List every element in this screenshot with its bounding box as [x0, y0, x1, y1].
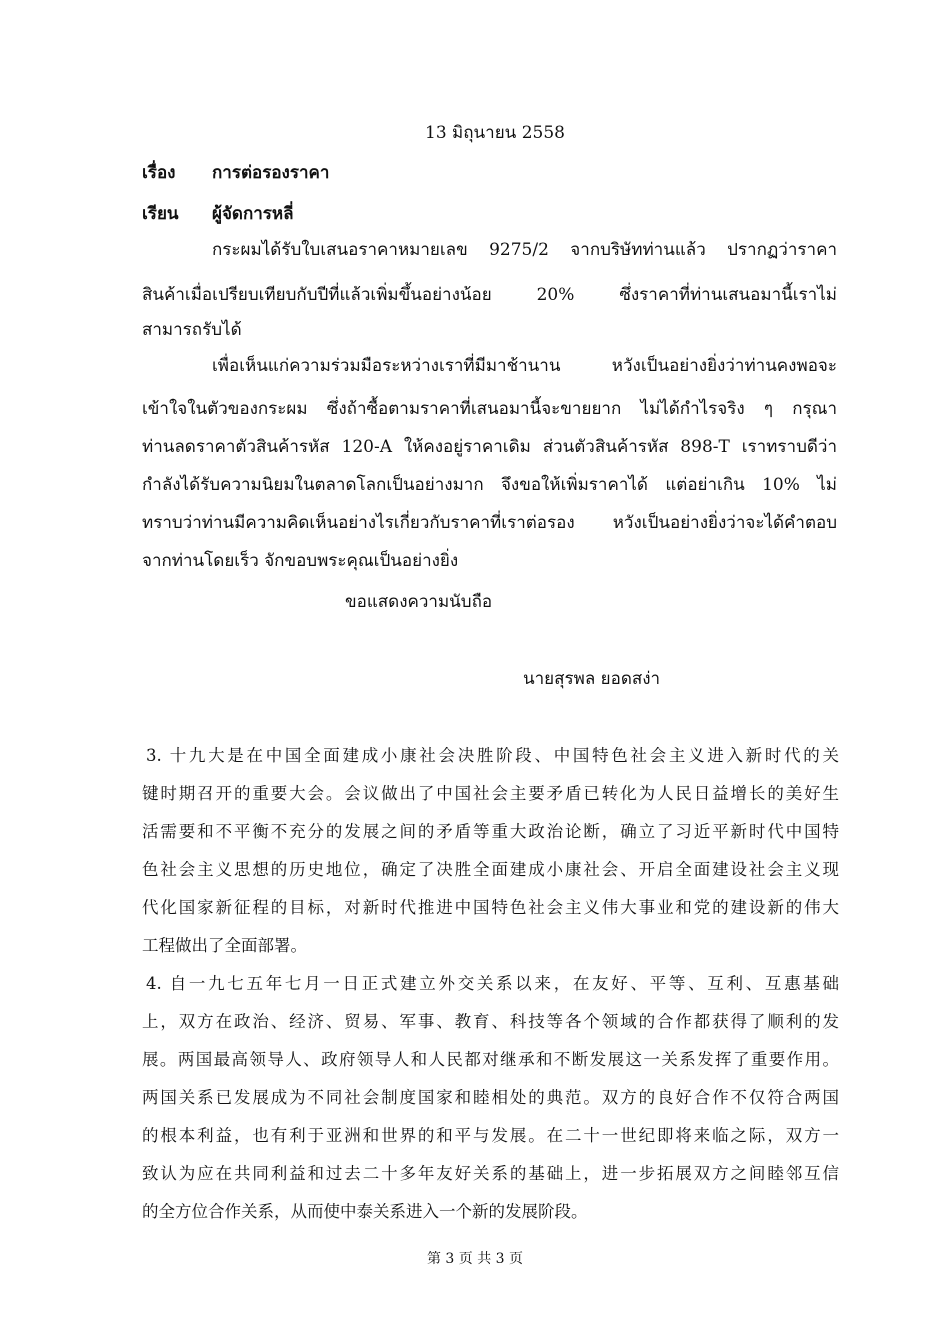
paragraph3-line4: 色社会主义思想的历史地位，确定了决胜全面建成小康社会、开启全面建设社会主义现 — [142, 860, 839, 879]
page-number: 第 3 页 共 3 页 — [426, 1251, 524, 1267]
paragraph2-line3: ท่านลดราคาตัวสินค้ารหัส 120-A ให้คงอยู่ราคาเดิม ส่วนตัวสินค้ารหัส 898-T เราทราบดีว่า — [142, 437, 837, 457]
paragraph1-line2: สินค้าเมื่อเปรียบเทียบกับปีที่แล้วเพิ่มขึ้นอย่างน้อย 20% ซึ่งราคาที่ท่านเสนอมานี้เราไม่ — [142, 285, 837, 305]
paragraph2-line1: เพื่อเห็นแก่ความร่วมมือระหว่างเราที่มีมาช้านาน หวังเป็นอย่างยิ่งว่าท่านคงพอจะ — [212, 356, 837, 376]
paragraph4-line7: 的全方位合作关系，从而使中泰关系进入一个新的发展阶段。 — [142, 1202, 588, 1221]
paragraph4-line2: 上，双方在政治、经济、贸易、军事、教育、科技等各个领域的合作都获得了顺利的发 — [142, 1012, 839, 1031]
paragraph3-line6: 工程做出了全面部署。 — [142, 936, 307, 955]
subject-value: การต่อรองราคา — [212, 163, 330, 183]
paragraph2-line6: จากท่านโดยเร็ว จักขอบพระคุณเป็นอย่างยิ่ง — [142, 551, 459, 571]
recipient-label: เรียน — [142, 204, 179, 224]
paragraph4-line5: 的根本利益，也有利于亚洲和世界的和平与发展。在二十一世纪即将来临之际，双方一 — [142, 1126, 839, 1145]
paragraph2-line4: กำลังได้รับความนิยมในตลาดโลกเป็นอย่างมาก จึงขอให้เพิ่มราคาได้ แต่อย่าเกิน 10% ไม่ — [142, 475, 837, 495]
recipient-value: ผู้จัดการหลี่ — [212, 204, 294, 224]
letter-signature: นายสุรพล ยอดสง่า — [523, 669, 661, 689]
paragraph4-line6: 致认为应在共同利益和过去二十多年友好关系的基础上，进一步拓展双方之间睦邻互信 — [142, 1164, 839, 1183]
paragraph4-line3: 展。两国最高领导人、政府领导人和人民都对继承和不断发展这一关系发挥了重要作用。 — [142, 1050, 839, 1069]
letter-date: 13 มิถุนายน 2558 — [425, 123, 565, 143]
paragraph1-line1: กระผมได้รับใบเสนอราคาหมายเลข 9275/2 จากบริษัทท่านแล้ว ปรากฏว่าราคา — [212, 240, 837, 260]
paragraph2-line2: เข้าใจในตัวของกระผม ซึ่งถ้าซื้อตามราคาที่เสนอมานี้จะขายยาก ไม่ได้กำไรจริง ๆ กรุณา — [142, 399, 837, 419]
paragraph3-line2: 键时期召开的重要大会。会议做出了中国社会主要矛盾已转化为人民日益增长的美好生 — [142, 784, 839, 803]
paragraph3-line5: 代化国家新征程的目标，对新时代推进中国特色社会主义伟大事业和党的建设新的伟大 — [142, 898, 839, 917]
paragraph3-line1: 3. 十九大是在中国全面建成小康社会决胜阶段、中国特色社会主义进入新时代的关 — [146, 746, 839, 765]
paragraph1-line3: สามารถรับได้ — [142, 320, 242, 340]
paragraph4-line4: 两国关系已发展成为不同社会制度国家和睦相处的典范。双方的良好合作不仅符合两国 — [142, 1088, 839, 1107]
letter-closing: ขอแสดงความนับถือ — [345, 592, 493, 612]
subject-label: เรื่อง — [142, 163, 176, 183]
paragraph4-line1: 4. 自一九七五年七月一日正式建立外交关系以来，在友好、平等、互利、互惠基础 — [146, 974, 839, 993]
paragraph3-line3: 活需要和不平衡不充分的发展之间的矛盾等重大政治论断，确立了习近平新时代中国特 — [142, 822, 839, 841]
paragraph2-line5: ทราบว่าท่านมีความคิดเห็นอย่างไรเกี่ยวกับราคาที่เราต่อรอง หวังเป็นอย่างยิ่งว่าจะได้คำตอบ — [142, 513, 837, 533]
